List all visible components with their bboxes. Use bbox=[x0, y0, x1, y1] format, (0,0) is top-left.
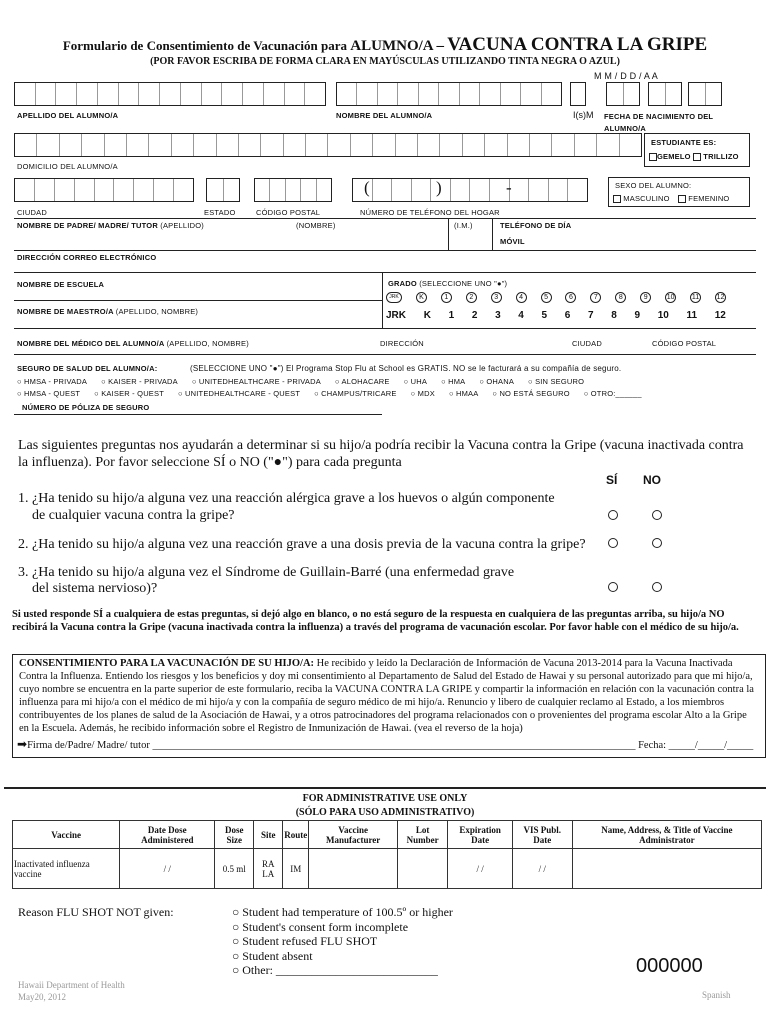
admin-cell[interactable]: 0.5 ml bbox=[215, 849, 254, 889]
grade-option-1[interactable]: K bbox=[416, 292, 427, 303]
question-3: 3. ¿Ha tenido su hijo/a alguna vez el Síndrome de Guillain-Barré (una enfermedad grave bbox=[18, 565, 515, 580]
admin-cell[interactable]: / / bbox=[448, 849, 512, 889]
reason-option-label: Student refused FLU SHOT bbox=[242, 934, 378, 948]
insurance-option[interactable]: ○ SIN SEGURO bbox=[528, 377, 585, 386]
zip-field[interactable] bbox=[254, 178, 332, 202]
grade-text-2: 1 bbox=[448, 310, 455, 321]
female-label: FEMENINO bbox=[688, 194, 730, 203]
birthdate-label: FECHA DE NACIMIENTO DEL ALUMNO/A bbox=[604, 112, 714, 133]
reason-option[interactable]: ○ Student refused FLU SHOT bbox=[232, 934, 378, 948]
grade-text-9: 8 bbox=[611, 310, 617, 321]
questions-intro: Las siguientes preguntas nos ayudarán a determinar si su hijo/a podría recibir la Vacuna contra la Gripe (vacuna inactivada contra la influenza). Por favor seleccione SÍ o NO ("●") para cada pregunta bbox=[18, 438, 744, 470]
phone-dash: - bbox=[506, 178, 512, 197]
school-label: NOMBRE DE ESCUELA bbox=[17, 280, 105, 289]
consent-heading: CONSENTIMIENTO PARA LA VACUNACIÓN DE SU HIJO/A: bbox=[19, 658, 315, 669]
reason-option-label: Student absent bbox=[242, 948, 313, 963]
city-field[interactable] bbox=[14, 178, 194, 202]
mi-label: I(s)M bbox=[573, 110, 594, 120]
insurance-option[interactable]: ○ MDX bbox=[410, 389, 435, 398]
consent-body: He recibido y leído la Declaración de Información de Vacuna 2013-2014 para la Vacuna Inactivada Contra la Influenza. Entiendo los riesgos y los beneficios y doy mi consentimiento al Departamento de Salud del Estado de Hawai y su personal autorizado para que mi hijo/a, cuyo nombre se encuentra en la parte superior de este formulario, reciba la VACUNA CONTRA LA GRIPE y compartir la información en relación con la vacunación contra la influenza para mi hijo/a con el médico de mi hijo/a y con la compañía de seguro médico de mi hijo/a. Renuncio y libero de cualquier reclamo al Estado, a los miembros contribuyentes de los planes de salud de la Asociación de Hawai, y a otros patrocinadores del programa relacionados con o provenientes del programa escolar Alto a la Gripe en la Escuela. Además, he recibido información sobre el Registro de Inmunización de Hawai. (vea el reverso de la hoja) bbox=[19, 658, 754, 734]
admin-header: Dose Size bbox=[215, 821, 254, 849]
insurance-option-label: CHAMPUS/TRICARE bbox=[321, 389, 397, 398]
grade-option-0[interactable]: JRK bbox=[386, 292, 402, 303]
insurance-option-label: MDX bbox=[417, 389, 435, 398]
yes-header: SÍ bbox=[606, 473, 618, 487]
grade-text-0: JRK bbox=[386, 310, 407, 321]
insurance-option-label: OHANA bbox=[486, 377, 515, 386]
state-label: ESTADO bbox=[204, 208, 236, 217]
grade-option-2[interactable]: 1 bbox=[441, 292, 452, 303]
insurance-option-label: HMAA bbox=[455, 389, 479, 398]
birth-month-field[interactable] bbox=[606, 82, 640, 106]
admin-header: Vaccine bbox=[13, 821, 120, 849]
admin-table bbox=[12, 820, 762, 889]
admin-cell[interactable]: Inactivated influenza vaccine bbox=[13, 849, 120, 889]
teacher-label: NOMBRE DE MAESTRO/A (APELLIDO, NOMBRE) bbox=[17, 307, 199, 316]
grade-text-4: 3 bbox=[495, 310, 501, 321]
reason-option-label: Student had temperature of 100.5º or higher bbox=[242, 905, 453, 919]
insurance-option[interactable]: ○ KAISER - PRIVADA bbox=[101, 377, 178, 386]
phone-paren-close: ) bbox=[436, 178, 442, 197]
question-3b: del sistema nervioso)? bbox=[32, 581, 158, 596]
insurance-option-label: NO ESTÁ SEGURO bbox=[499, 389, 570, 398]
last-name-label: APELLIDO DEL ALUMNO/A bbox=[17, 111, 119, 120]
grade-text-6: 5 bbox=[541, 310, 548, 321]
admin-cell[interactable] bbox=[397, 849, 447, 889]
grade-label-row bbox=[386, 310, 726, 321]
q3-yes-radio[interactable] bbox=[608, 582, 618, 592]
insurance-option[interactable]: ○ CHAMPUS/TRICARE bbox=[314, 389, 397, 398]
doctor-label: NOMBRE DEL MÉDICO DEL ALUMNO/A (APELLIDO, NOMBRE) bbox=[17, 339, 249, 348]
reason-option[interactable]: ○ Student's consent form incomplete bbox=[232, 919, 409, 934]
divider bbox=[14, 218, 756, 219]
grade-text-1: K bbox=[423, 310, 431, 321]
grade-option-4[interactable]: 3 bbox=[491, 292, 502, 303]
admin-header: Lot Number bbox=[397, 821, 447, 849]
admin-cell[interactable]: / / bbox=[512, 849, 572, 889]
insurance-option[interactable]: ○ OTRO:______ bbox=[583, 389, 642, 398]
no-header: NO bbox=[643, 473, 661, 487]
admin-cell[interactable] bbox=[572, 849, 761, 889]
reason-option[interactable]: ○ Other: ___________________________ bbox=[232, 963, 438, 977]
admin-cell[interactable]: / / bbox=[120, 849, 215, 889]
insurance-label: SEGURO DE SALUD DEL ALUMNO/A: bbox=[17, 364, 158, 373]
twin-label: GEMELO bbox=[657, 152, 691, 161]
insurance-option[interactable]: ○ HMSA - PRIVADA bbox=[17, 377, 88, 386]
reason-options bbox=[232, 905, 453, 978]
insurance-option[interactable]: ○ NO ESTÁ SEGURO bbox=[492, 389, 570, 398]
insurance-option-label: UHA bbox=[410, 377, 428, 386]
form-title: Formulario de Consentimiento de Vacunación para ALUMNO/A – VACUNA CONTRA LA GRIPE bbox=[62, 34, 708, 55]
admin-header: VIS Publ. Date bbox=[512, 821, 572, 849]
grade-text-8: 7 bbox=[588, 310, 594, 321]
consent-box bbox=[12, 654, 766, 758]
male-checkbox[interactable] bbox=[613, 195, 621, 203]
insurance-option-label: SIN SEGURO bbox=[535, 377, 585, 386]
state-field[interactable] bbox=[206, 178, 240, 202]
female-checkbox[interactable] bbox=[678, 195, 686, 203]
grade-option-10[interactable]: 9 bbox=[640, 292, 651, 303]
admin-cell[interactable]: IM bbox=[283, 849, 309, 889]
city-label: CIUDAD bbox=[17, 208, 47, 217]
footer-language: Spanish bbox=[702, 990, 731, 1000]
reason-option[interactable]: ○ Student had temperature of 100.5º or higher bbox=[232, 905, 453, 919]
q3-no-radio[interactable] bbox=[652, 582, 662, 592]
admin-header: Expiration Date bbox=[448, 821, 512, 849]
grade-option-8[interactable]: 7 bbox=[590, 292, 601, 303]
triplet-label: TRILLIZO bbox=[703, 152, 739, 161]
q2-yes-radio[interactable] bbox=[608, 538, 618, 548]
insurance-option[interactable]: ○ HMSA - QUEST bbox=[17, 389, 81, 398]
insurance-option-label: KAISER - PRIVADA bbox=[108, 377, 178, 386]
reason-option-label: Student's consent form incomplete bbox=[242, 919, 409, 934]
student-is-label: ESTUDIANTE ES: bbox=[651, 138, 717, 147]
insurance-options-row2 bbox=[17, 389, 757, 398]
date-format-hint: M M / D D / A A bbox=[594, 71, 659, 81]
insurance-options-row1 bbox=[17, 377, 757, 386]
insurance-option[interactable]: ○ HMAA bbox=[448, 389, 479, 398]
admin-header: Route bbox=[283, 821, 309, 849]
grade-text-13: 12 bbox=[714, 310, 726, 321]
address-label: DOMICILIO DEL ALUMNO/A bbox=[17, 162, 118, 171]
first-name-field[interactable] bbox=[336, 82, 562, 106]
reason-label: Reason FLU SHOT NOT given: bbox=[18, 905, 174, 919]
twin-box bbox=[644, 133, 750, 167]
warning-text: Si usted responde SÍ a cualquiera de estas preguntas, si dejó algo en blanco, o no está seguro de la respuesta en cualquiera de las preguntas arriba, su hijo/a NO recibirá la Vacuna contra la Gripe (vacuna inactivada contra la influenza) a través del programa de vacunación escolar. Por favor hable con el médico de su hijo/a. bbox=[12, 609, 739, 633]
grade-circle-row bbox=[386, 292, 726, 303]
doctor-city-label: CIUDAD bbox=[572, 339, 602, 348]
grade-label: GRADO (SELECCIONE UNO "●") bbox=[388, 279, 508, 288]
q2-no-radio[interactable] bbox=[652, 538, 662, 548]
insurance-option[interactable]: ○ UHA bbox=[403, 377, 428, 386]
reason-option-label: Other: ___________________________ bbox=[242, 963, 438, 977]
day-phone-label: TELÉFONO DE DÍA bbox=[500, 221, 572, 230]
insurance-option-label: OTRO:______ bbox=[590, 389, 642, 398]
grade-text-3: 2 bbox=[471, 310, 478, 321]
admin-header: Site bbox=[254, 821, 283, 849]
footer-dept: Hawaii Department of Health bbox=[18, 980, 125, 990]
zip-label: CÓDIGO POSTAL bbox=[256, 208, 321, 217]
middle-initial-field[interactable] bbox=[570, 82, 586, 106]
insurance-option-label: ALOHACARE bbox=[341, 377, 390, 386]
admin-title: FOR ADMINISTRATIVE USE ONLY bbox=[302, 793, 468, 804]
insurance-note: (SELECCIONE UNO "●") El Programa Stop Flu at School es GRATIS. NO se le facturará a su compañía de seguro. bbox=[190, 364, 622, 373]
sex-box bbox=[608, 177, 750, 207]
reason-option[interactable]: ○ Student absent bbox=[232, 948, 313, 963]
insurance-option-label: HMSA - QUEST bbox=[24, 389, 81, 398]
insurance-option[interactable]: ○ OHANA bbox=[479, 377, 515, 386]
email-label: DIRECCIÓN CORREO ELECTRÓNICO bbox=[17, 253, 157, 262]
birth-day-field[interactable] bbox=[648, 82, 682, 106]
policy-number-label: NÚMERO DE PÓLIZA DE SEGURO bbox=[22, 403, 150, 412]
q1-no-radio[interactable] bbox=[652, 510, 662, 520]
parent-mi-label: (I.M.) bbox=[454, 221, 473, 230]
insurance-option-label: UNITEDHEALTHCARE - PRIVADA bbox=[198, 377, 321, 386]
form-number: 000000 bbox=[636, 955, 703, 977]
grade-option-9[interactable]: 8 bbox=[615, 292, 626, 303]
question-2: 2. ¿Ha tenido su hijo/a alguna vez una reacción grave a una dosis previa de la vacuna contra la gripe? bbox=[18, 537, 586, 552]
admin-subtitle: (SÓLO PARA USO ADMINISTRATIVO) bbox=[295, 807, 475, 818]
triplet-checkbox[interactable] bbox=[693, 153, 701, 161]
phone-paren-open: ( bbox=[364, 178, 370, 197]
grade-option-6[interactable]: 5 bbox=[541, 292, 552, 303]
insurance-option[interactable]: ○ ALOHACARE bbox=[334, 377, 390, 386]
grade-text-5: 4 bbox=[518, 310, 524, 321]
home-phone-label: NÚMERO DE TELÉFONO DEL HOGAR bbox=[360, 208, 500, 217]
insurance-option[interactable]: ○ UNITEDHEALTHCARE - QUEST bbox=[178, 389, 301, 398]
male-label: MASCULINO bbox=[623, 194, 670, 203]
insurance-option-label: HMSA - PRIVADA bbox=[24, 377, 88, 386]
grade-option-3[interactable]: 2 bbox=[466, 292, 477, 303]
arrow-icon: ➡ bbox=[17, 737, 28, 751]
home-phone-field[interactable] bbox=[352, 178, 588, 202]
grade-option-11[interactable]: 10 bbox=[666, 294, 675, 301]
grade-option-5[interactable]: 4 bbox=[516, 292, 527, 303]
insurance-option[interactable]: ○ KAISER - QUEST bbox=[94, 389, 164, 398]
first-name-label: NOMBRE DEL ALUMNO/A bbox=[336, 111, 433, 120]
signature-line[interactable]: Firma de/Padre/ Madre/ tutor ____________________________________________________________________________________________ Fecha: _____/_____/_____ bbox=[27, 740, 754, 751]
grade-option-13[interactable]: 12 bbox=[716, 294, 725, 301]
grade-option-12[interactable]: 11 bbox=[691, 294, 700, 301]
admin-header: Name, Address, & Title of Vaccine Administrator bbox=[572, 821, 761, 849]
grade-text-11: 10 bbox=[657, 310, 669, 321]
admin-header: Vaccine Manufacturer bbox=[309, 821, 398, 849]
q1-yes-radio[interactable] bbox=[608, 510, 618, 520]
insurance-option-label: KAISER - QUEST bbox=[101, 389, 164, 398]
grade-text-10: 9 bbox=[634, 310, 641, 321]
footer-date: May20, 2012 bbox=[18, 992, 66, 1002]
form-subtitle: (POR FAVOR ESCRIBA DE FORMA CLARA EN MAYÚSCULAS UTILIZANDO TINTA NEGRA O AZUL) bbox=[150, 56, 620, 67]
twin-checkbox[interactable] bbox=[649, 153, 657, 161]
doctor-address-label: DIRECCIÓN bbox=[380, 339, 424, 348]
insurance-option[interactable]: ○ UNITEDHEALTHCARE - PRIVADA bbox=[191, 377, 321, 386]
grade-text-7: 6 bbox=[564, 310, 571, 321]
doctor-zip-label: CÓDIGO POSTAL bbox=[652, 339, 717, 348]
admin-cell[interactable]: RA LA bbox=[254, 849, 283, 889]
insurance-option-label: HMA bbox=[448, 377, 466, 386]
question-1b: de cualquier vacuna contra la gripe? bbox=[32, 508, 235, 523]
address-field[interactable] bbox=[14, 133, 642, 157]
mobile-label: MÓVIL bbox=[500, 237, 525, 246]
birth-year-field[interactable] bbox=[688, 82, 722, 106]
grade-text-12: 11 bbox=[686, 310, 698, 321]
sex-label: SEXO DEL ALUMNO: bbox=[615, 181, 692, 190]
grade-option-7[interactable]: 6 bbox=[565, 292, 576, 303]
insurance-option[interactable]: ○ HMA bbox=[441, 377, 466, 386]
parent-name-label: NOMBRE DE PADRE/ MADRE/ TUTOR (APELLIDO) bbox=[17, 221, 204, 230]
insurance-option-label: UNITEDHEALTHCARE - QUEST bbox=[185, 389, 301, 398]
question-1: 1. ¿Ha tenido su hijo/a alguna vez una reacción alérgica grave a los huevos o algún componente bbox=[18, 491, 555, 506]
parent-first-label: (NOMBRE) bbox=[296, 221, 336, 230]
admin-header: Date Dose Administered bbox=[120, 821, 215, 849]
last-name-field[interactable] bbox=[14, 82, 326, 106]
admin-cell[interactable] bbox=[309, 849, 398, 889]
